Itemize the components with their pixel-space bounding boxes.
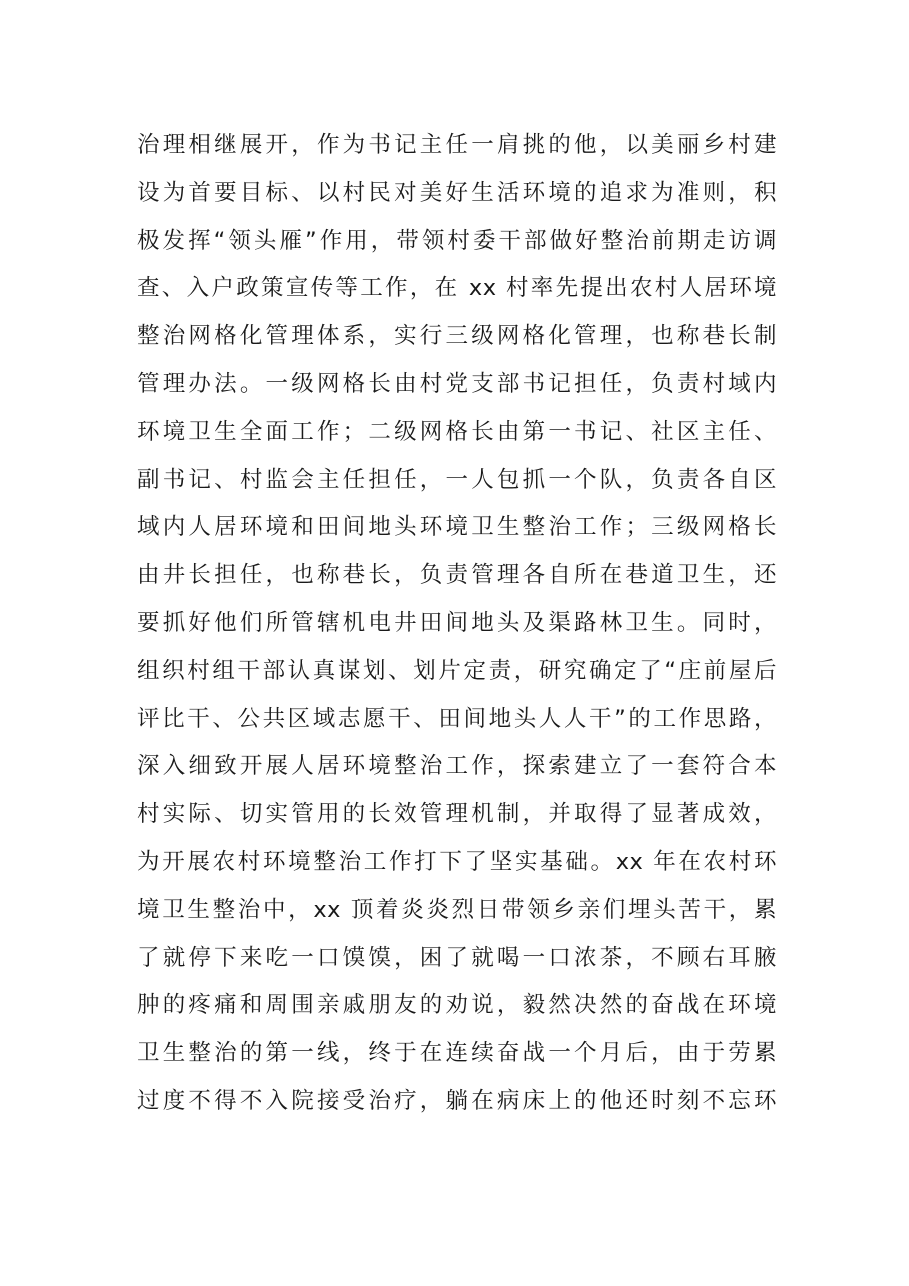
text-line: 环境卫生全面工作；二级网格长由第一书记、社区主任、 [137, 418, 777, 445]
text-line: 为开展农村环境整治工作打下了坚实基础。xx 年在农村环 [137, 848, 777, 875]
text-line: 查、入户政策宣传等工作，在 xx 村率先提出农村人居环境 [137, 275, 777, 302]
text-line: 治理相继展开，作为书记主任一肩挑的他，以美丽乡村建 [137, 132, 777, 158]
text-line: 管理办法。一级网格长由村党支部书记担任，负责村域内 [137, 370, 777, 397]
text-line: 极发挥“领头雁”作用，带领村委干部做好整治前期走访调 [137, 227, 777, 254]
text-line: 肿的疼痛和周围亲戚朋友的劝说，毅然决然的奋战在环境 [137, 992, 777, 1019]
text-line: 域内人居环境和田间地头环境卫生整治工作；三级网格长 [137, 514, 777, 541]
text-line: 由井长担任，也称巷长，负责管理各自所在巷道卫生，还 [137, 562, 777, 589]
text-line: 境卫生整治中，xx 顶着炎炎烈日带领乡亲们埋头苦干，累 [137, 896, 777, 923]
body-paragraph [137, 122, 777, 1126]
text-line: 副书记、村监会主任担任，一人包抓一个队，负责各自区 [137, 466, 777, 493]
text-line: 过度不得不入院接受治疗，躺在病床上的他还时刻不忘环 [137, 1087, 777, 1114]
text-line: 卫生整治的第一线，终于在连续奋战一个月后，由于劳累 [137, 1040, 777, 1067]
text-line: 村实际、切实管用的长效管理机制，并取得了显著成效， [137, 801, 777, 828]
text-line: 设为首要目标、以村民对美好生活环境的追求为准则，积 [137, 179, 777, 206]
text-line: 组织村组干部认真谋划、划片定责，研究确定了“庄前屋后 [137, 657, 777, 684]
text-line: 深入细致开展人居环境整治工作，探索建立了一套符合本 [137, 753, 777, 780]
text-line: 了就停下来吃一口馍馍，困了就喝一口浓茶，不顾右耳腋 [137, 944, 777, 971]
text-line: 整治网格化管理体系，实行三级网格化管理，也称巷长制 [137, 323, 777, 350]
text-line: 评比干、公共区域志愿干、田间地头人人干”的工作思路， [137, 705, 777, 732]
text-line: 要抓好他们所管辖机电井田间地头及渠路林卫生。同时， [137, 609, 777, 636]
